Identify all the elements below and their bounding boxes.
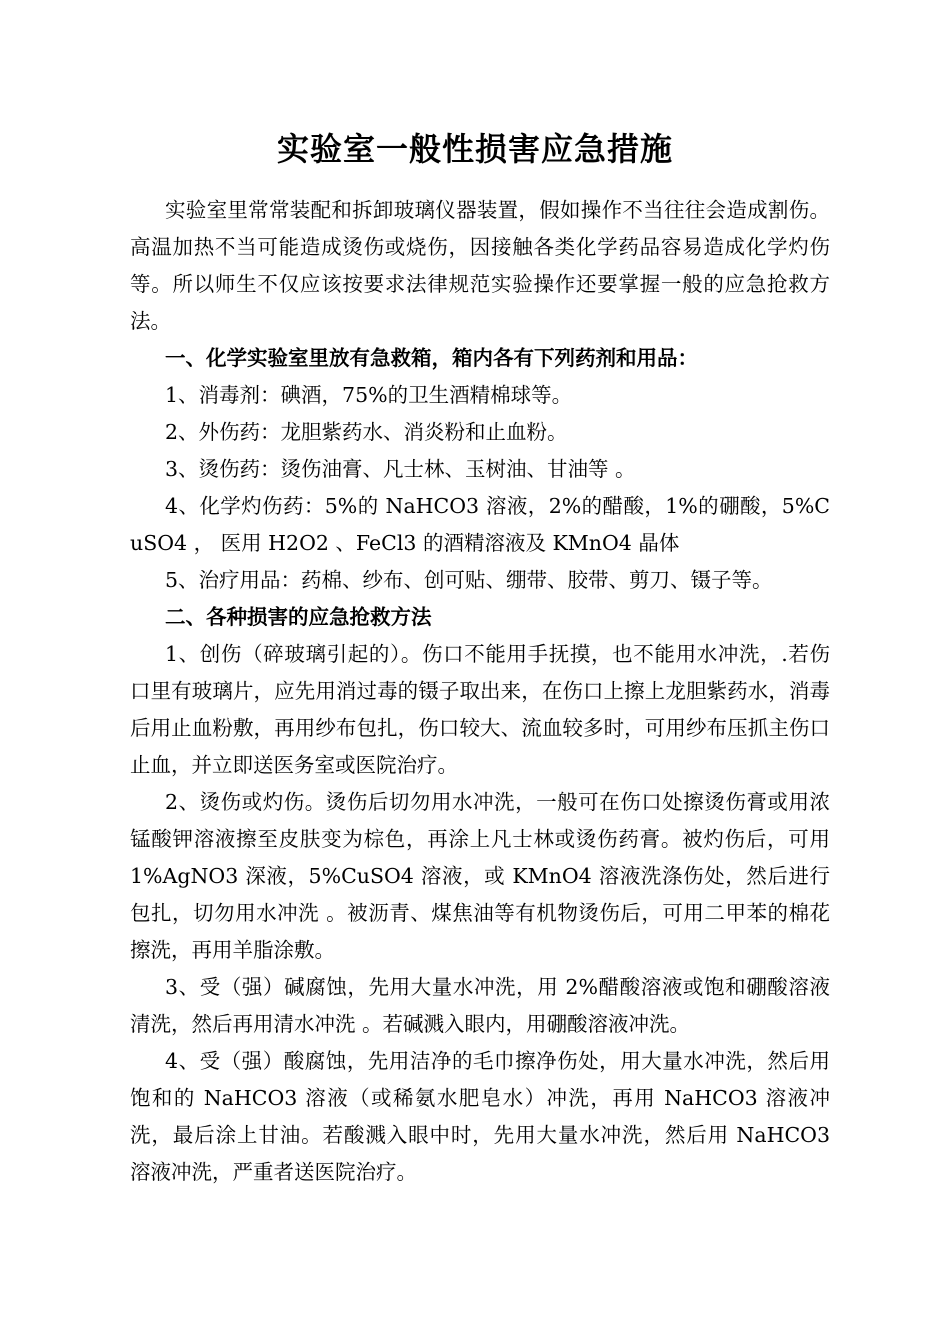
section-heading-emergency-methods: 二、各种损害的应急抢救方法 (165, 605, 432, 629)
document-title: 实验室一般性损害应急措施 (276, 130, 673, 168)
method-acid-corrosion: 4、受（强）酸腐蚀，先用洁净的毛巾擦净伤处，用大量水冲洗，然后用饱和的 NaHCO3 溶液（或稀氨水肥皂水）冲洗，再用 NaHCO3 溶液冲洗，最后涂上甘油。若酸溅入眼中时，先用大量水冲洗，然后用 NaHCO3 溶液冲洗，严重者送医院治疗。 (130, 1049, 830, 1184)
list-item-treatment-supplies: 5、治疗用品：药棉、纱布、创可贴、绷带、胶带、剪刀、镊子等。 (165, 568, 773, 592)
list-item-disinfectant: 1、消毒剂：碘酒，75%的卫生酒精棉球等。 (165, 383, 573, 407)
method-alkali-corrosion: 3、受（强）碱腐蚀，先用大量水冲洗，用 2%醋酸溶液或饱和硼酸溶液清洗，然后再用清水冲洗 。若碱溅入眼内，用硼酸溶液冲洗。 (130, 975, 830, 1036)
list-item-wound-medicine: 2、外伤药：龙胆紫药水、消炎粉和止血粉。 (165, 420, 568, 444)
section-heading-first-aid-kit: 一、化学实验室里放有急救箱，箱内各有下列药剂和用品： (165, 346, 698, 370)
intro-paragraph: 实验室里常常装配和拆卸玻璃仪器装置，假如操作不当往往会造成割伤。高温加热不当可能造成烫伤或烧伤，因接触各类化学药品容易造成化学灼伤等。所以师生不仅应该按要求法律规范实验操作还要掌握一般的应急抢救方法。 (130, 198, 830, 333)
list-item-burn-medicine: 3、烫伤药：烫伤油膏、凡士林、玉树油、甘油等 。 (165, 457, 636, 481)
document-body (130, 192, 830, 1191)
list-item-chemical-burn-medicine: 4、化学灼伤药：5%的 NaHCO3 溶液，2%的醋酸，1%的硼酸，5%CuSO4 ， 医用 H2O2 、FeCl3 的酒精溶液及 KMnO4 晶体 (130, 494, 830, 555)
method-cuts: 1、创伤（碎玻璃引起的）。伤口不能用手抚摸，也不能用水冲洗，.若伤口里有玻璃片，应先用消过毒的镊子取出来，在伤口上擦上龙胆紫药水，消毒后用止血粉敷，再用纱布包扎，伤口较大、流血较多时，可用纱布压抓主伤口止血，并立即送医务室或医院治疗。 (130, 642, 830, 777)
method-burns: 2、烫伤或灼伤。烫伤后切勿用水冲洗，一般可在伤口处擦烫伤膏或用浓锰酸钾溶液擦至皮肤变为棕色，再涂上凡士林或烫伤药膏。被灼伤后，可用 1%AgNO3 深液，5%CuSO4 溶液，或 KMnO4 溶液洗涤伤处，然后进行包扎，切勿用水冲洗 。被沥青、煤焦油等有机物烫伤后，可用二甲苯的棉花擦洗，再用羊脂涂敷。 (130, 790, 830, 962)
